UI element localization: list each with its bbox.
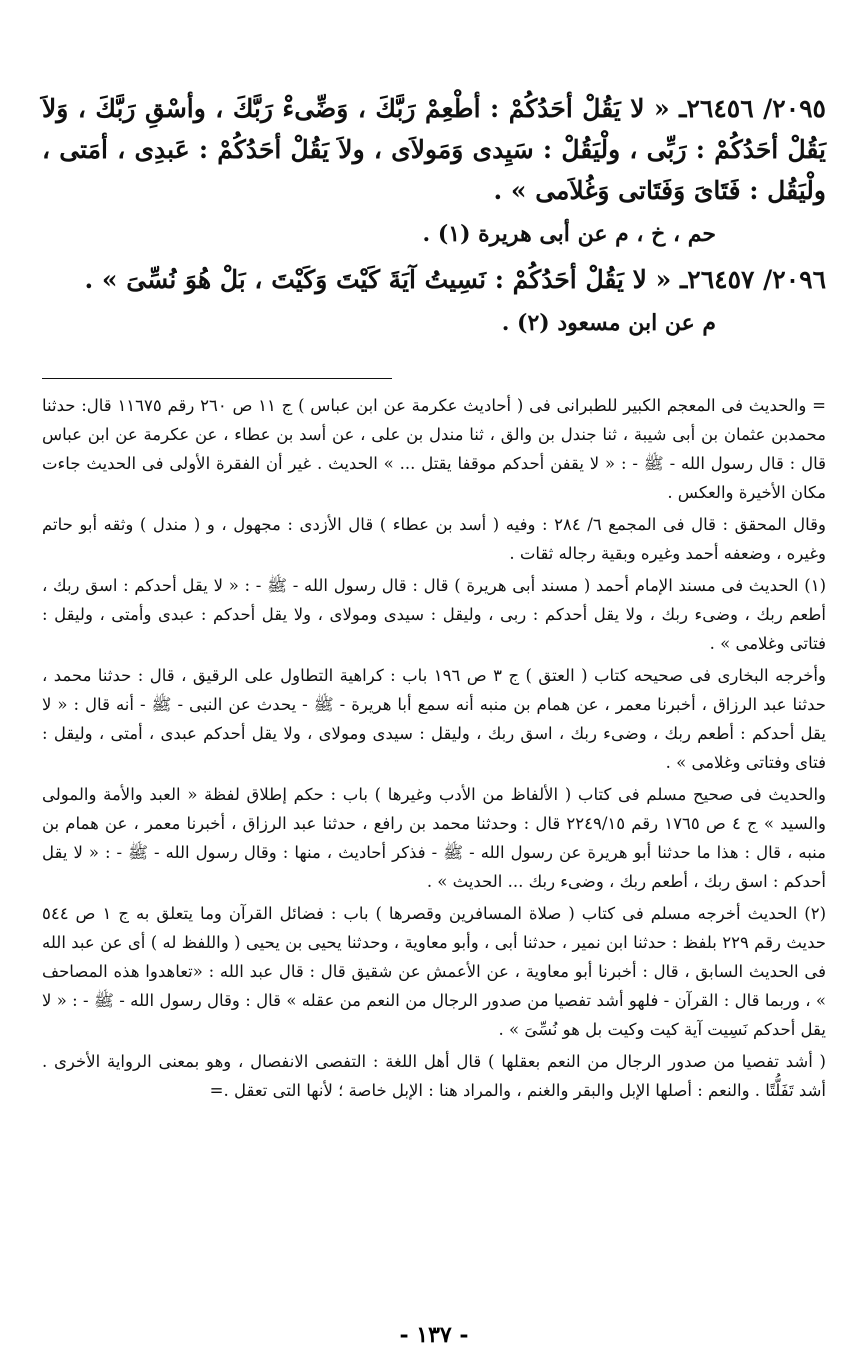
footnote-1-muslim: والحديث فى صحيح مسلم فى كتاب ( الألفاظ من الأدب وغيرها ) باب : حكم إطلاق لفظة « العبد والأمة والمولى والسيد » ج ٤ ص ١٧٦٥ رقم ٢٢٤٩/١٥ قال : وحدثنا محمد بن رافع ، حدثنا عبد الرزاق ، أخبرنا معمر ، عن همام بن منبه ، قال : هذا ما حدثنا أبو هريرة عن رسول الله - ﷺ - فذكر أحاديث ، منها : وقال رسول الله - ﷺ - : « لا يقل أحدكم : اسق ربك ، أطعم ربك ، وضىء ربك ... الحديث » . xyxy=(42,785,827,891)
page-number: - ١٣٧ - xyxy=(399,1322,469,1348)
footnote-investigator: وقال المحقق : قال فى المجمع ٦/ ٢٨٤ : وفيه ( أسد بن عطاء ) قال الأزدى : مجهول ، و ( مندل ) وثقه أبو حاتم وغيره ، وضعفه أحمد وغيره وبقية رجاله ثقات . xyxy=(42,515,826,563)
hadith-2096-text: ٢٠٩٦/ ٢٦٤٥٧ـ « لا يَقُلْ أحَدُكُمْ : نَسِيتُ آيَةَ كَيْتَ وَكَيْتَ ، بَلْ هُوَ نُسِّىَ » . xyxy=(84,265,826,294)
footnote-2-muslim: (٢) الحديث أخرجه مسلم فى كتاب ( صلاة المسافرين وقصرها ) باب : فضائل القرآن وما يتعلق به ج ١ ص ٥٤٤ حديث رقم ٢٢٩ بلفظ : حدثنا ابن نمير ، حدثنا أبى ، وأبو معاوية ، وحدثنا يحيى بن يحيى ( واللفظ له ) أى عن عبد الله فى الحديث السابق ، قال : أخبرنا أبو معاوية ، عن الأعمش عن شقيق قال : قال عبد الله : «تعاهدوا هذه المصاحف » ، وربما قال : القرآن - فلهو أشد تفصيا من صدور الرجال من النعم من عقله » قال : وقال رسول الله - ﷺ - : « لا يقل أحدكم نَسِيت آية كيت وكيت بل هو نُسِّىَ » . xyxy=(42,904,826,1039)
footnotes xyxy=(42,391,826,1105)
footnote-1-bukhari: وأخرجه البخارى فى صحيحه كتاب ( العتق ) ج ٣ ص ١٩٦ باب : كراهية التطاول على الرقيق ، قال : حدثنا محمد ، حدثنا عبد الرزاق ، أخبرنا معمر ، عن همام بن منبه أنه سمع أبا هريرة - ﷺ - يحدث عن النبى - ﷺ - أنه قال : « لا يقل أحدكم : أطعم ربك ، وضىء ربك ، اسق ربك ، وليقل : سيدى ومولاى ، ولا يقل أحدكم عبدى ، أمتى ، وليقل : فتاى وفتاتى وغلامى » . xyxy=(42,666,826,772)
footnote-2-gloss: ( أشد تفصيا من صدور الرجال من النعم بعقلها ) قال أهل اللغة : التفصى الانفصال ، وهو بمعنى الرواية الأخرى . أشد تَفَلُّتًا . والنعم : أصلها الإبل والبقر والغنم ، والمراد هنا : الإبل خاصة ؛ لأنها التى تعقل .= xyxy=(42,1052,826,1100)
footnote-1-ahmad: (١) الحديث فى مسند الإمام أحمد ( مسند أبى هريرة ) قال : قال رسول الله - ﷺ - : « لا يقل أحدكم : اسق ربك ، أطعم ربك ، وضىء ربك ، ولا يقل أحدكم : ربى ، وليقل : سيدى ومولاى ، ولا يقل أحدكم : عبدى وأمتى ، وليقل : فتاتى وغلامى » . xyxy=(42,576,826,653)
footnote-continuation: = والحديث فى المعجم الكبير للطبرانى فى ( أحاديث عكرمة عن ابن عباس ) ج ١١ ص ٢٦٠ رقم ١١٦٧٥ قال: حدثنا محمدبن عثمان بن أبى شيبة ، ثنا جندل بن والق ، ثنا مندل بن على ، عن أسد بن عطاء ، عن عكرمة عن ابن عباس قال : قال رسول الله - ﷺ - : « لا يقفن أحدكم موقفا يقتل ... » الحديث . غير أن الفقرة الأولى فى الحديث جاءت مكان الأخيرة والعكس . xyxy=(42,396,826,502)
hadith-2095-source: حم ، خ ، م عن أبى هريرة (١) . xyxy=(422,221,716,247)
footnote-divider xyxy=(42,378,392,379)
hadith-2095-text: ٢٠٩٥/ ٢٦٤٥٦ـ « لا يَقُلْ أحَدُكُمْ : أطْعِمْ رَبَّكَ ، وَضِّىءْ رَبَّكَ ، وأسْقِ رَبَّكَ ، وَلاَ يَقُلْ أحَدُكُمْ : رَبِّى ، ولْيَقُلْ : سَيِدى وَمَولاَى ، ولاَ يَقُلْ أحَدُكُمْ : عَبدِى ، أمَتى ، ولْيَقُل : فَتَاىَ وَفَتَاتى وَغُلاَمى » . xyxy=(42,94,826,205)
hadith-2096-source: م عن ابن مسعود (٢) . xyxy=(501,310,716,336)
